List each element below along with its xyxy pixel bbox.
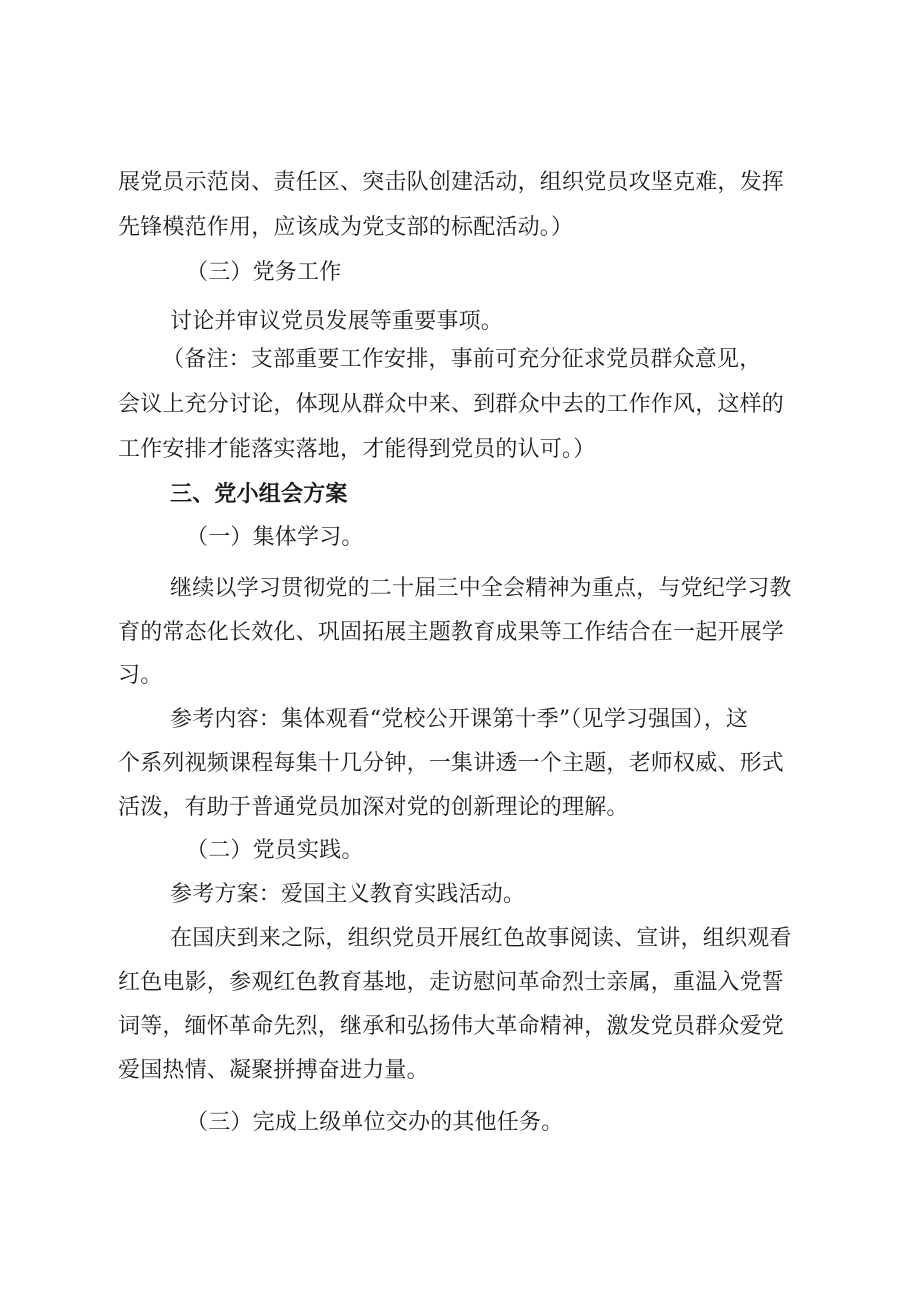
section-title: 三、党小组会方案: [170, 482, 348, 507]
subheading-member-practice: （二）党员实践。: [186, 838, 364, 863]
note-line: 工作安排才能落实落地，才能得到党员的认可。）: [118, 437, 596, 462]
paragraph-line: 活泼，有助于普通党员加深对党的创新理论的理解。: [118, 795, 629, 820]
paragraph-line: 爱国热情、凝聚拼搏奋进力量。: [118, 1058, 429, 1083]
paragraph-line: 参考方案：爱国主义教育实践活动。: [170, 882, 526, 907]
paragraph-line: 讨论并审议党员发展等重要事项。: [170, 309, 504, 334]
paragraph-line: 先锋模范作用，应该成为党支部的标配活动。）: [118, 215, 574, 240]
subheading-other-tasks: （三）完成上级单位交办的其他任务。: [186, 1110, 564, 1135]
paragraph-line: 红色电影，参观红色教育基地，走访慰问革命烈士亲属，重温入党誓: [118, 970, 785, 995]
paragraph-line: 习。: [118, 663, 163, 688]
paragraph-line: 继续以学习贯彻党的二十届三中全会精神为重点，与党纪学习教: [170, 576, 792, 601]
note-line: 会议上充分讨论，体现从群众中来、到群众中去的工作作风，这样的: [118, 392, 785, 417]
paragraph-line: 词等，缅怀革命先烈，继承和弘扬伟大革命精神，激发党员群众爱党: [118, 1014, 785, 1039]
subheading-dangwu-work: （三）党务工作: [186, 260, 342, 285]
subheading-collective-study: （一）集体学习。: [186, 525, 364, 550]
paragraph-line: 展党员示范岗、责任区、突击队创建活动，组织党员攻坚克难，发挥: [118, 170, 785, 195]
paragraph-line: 个系列视频课程每集十几分钟，一集讲透一个主题，老师权威、形式: [118, 751, 785, 776]
paragraph-line: 参考内容：集体观看“党校公开课第十季”（见学习强国），这: [170, 707, 749, 732]
paragraph-line: 在国庆到来之际，组织党员开展红色故事阅读、宣讲，组织观看: [170, 926, 792, 951]
paragraph-line: 育的常态化长效化、巩固拓展主题教育成果等工作结合在一起开展学: [118, 620, 785, 645]
note-line: （备注：支部重要工作安排，事前可充分征求党员群众意见，: [162, 347, 762, 372]
